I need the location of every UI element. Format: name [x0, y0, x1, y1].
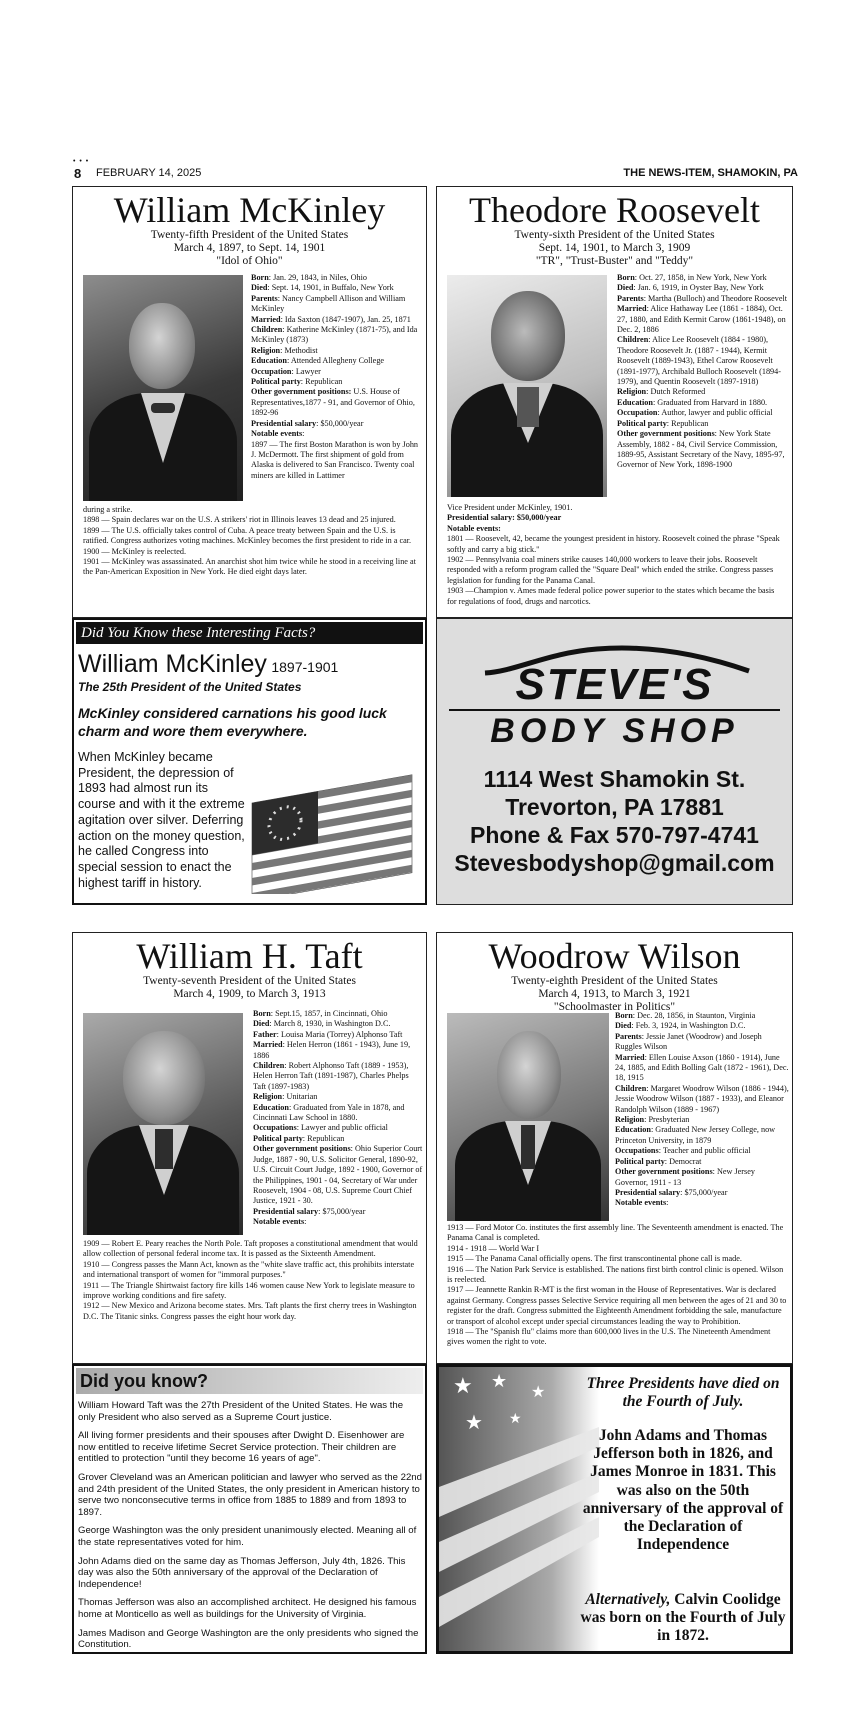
event-line: 1903 —Champion v. Ames made federal police power superior to the states which became the basis for regulations of food, drugs and narcotics. — [447, 586, 775, 606]
fact-row: Occupations: Teacher and public official — [615, 1146, 751, 1156]
fact-row: Born: Sept.15, 1857, in Cincinnati, Ohio — [253, 1009, 388, 1018]
ad-email: Stevesbodyshop@gmail.com — [454, 850, 775, 876]
fact-row: 1897 — The first Boston Marathon is won by John J. McDermott. The first shipment of gold from Alaska is delivered to San Francisco. Twenty coal miners are killed in Lattimer — [251, 439, 419, 480]
fact-row: Presidential salary: $75,000/year — [615, 1187, 728, 1197]
fact-row: Political party: Republican — [253, 1133, 345, 1143]
portrait-head — [123, 1031, 205, 1125]
subtitle-line: Twenty-eighth President of the United States — [511, 975, 718, 987]
event-line: 1910 — Congress passes the Mann Act, known as the "white slave traffic act, this prohibits interstate and international transport of women for "immoral purposes." — [83, 1259, 415, 1280]
portrait-tie — [155, 1129, 173, 1169]
event-line: Notable events: — [447, 523, 501, 533]
mckinley-facts-box — [72, 618, 427, 905]
president-name: Woodrow Wilson — [488, 936, 741, 976]
mckinley-panel — [72, 186, 427, 618]
svg-text:★: ★ — [465, 1410, 483, 1434]
event-line: 1899 — The U.S. officially takes control of Cuba. A peace treaty between Spain and the U.S. is ratified. Congress authorizes voting machines. McKinley becomes the first president to ride in a car. — [83, 525, 412, 546]
ad-logo-bottom: BODY SHOP — [490, 712, 739, 750]
event-line: Presidential salary: $50,000/year — [447, 513, 562, 523]
facts-name: William McKinley — [78, 650, 267, 678]
facts-body: When McKinley became President, the depression of 1893 had almost run its course and with it the extreme agitation over silver. Deferring action on the money question, he called Congress into special session to enact the highest tariff in history. — [78, 750, 245, 890]
fact-row: Died: Sept. 14, 1901, in Buffalo, New York — [251, 283, 394, 293]
subtitle-line: "TR", "Trust-Buster" and "Teddy" — [535, 255, 694, 267]
ad-phone: Phone & Fax 570-797-4741 — [470, 822, 759, 848]
fact-row: Presidential salary: $50,000/year — [251, 418, 364, 428]
fact-row: Occupation: Lawyer — [251, 366, 321, 376]
event-line: 1909 — Robert E. Peary reaches the North Pole. Taft proposes a constitutional amendment that would allow collection of personal federal income tax. It is passed as the Sixteenth Amendment. — [83, 1239, 418, 1259]
svg-text:★: ★ — [491, 1371, 508, 1392]
fact-row: Other government positions: Ohio Superior Court Judge, 1887 - 90, U.S. Solicitor General, 1890-92, U.S. Circuit Court Judge, 1892 - 1900, Governor of the Philippines, 1901 - 04, Secretary of War under Roosevelt, 1904 - 08, U.S. Supreme Court Chief Justice, 1921 - 30. — [253, 1144, 423, 1206]
event-line: 1901 — McKinley was assassinated. An anarchist shot him twice while he stood in a receiving line at the Pan-American Exposition in New York. He died eight days later. — [83, 557, 416, 577]
issue-date: FEBRUARY 14, 2025 — [96, 167, 202, 179]
portrait-head — [129, 303, 195, 389]
fact-row: Born: Dec. 28, 1856, in Staunton, Virginia — [615, 1011, 756, 1020]
fact-row: Presidential salary: $75,000/year — [253, 1206, 366, 1216]
president-subtitle — [73, 229, 426, 268]
portrait-tie — [517, 387, 539, 427]
mckinley-portrait — [83, 275, 243, 501]
list-item: George Washington was the only president unanimously elected. Meaning all of the state representatives voted for him. — [78, 1525, 417, 1548]
fact-row: Occupation: Author, lawyer and public official — [617, 408, 773, 418]
portrait-tie — [151, 403, 175, 413]
subtitle-line: "Idol of Ohio" — [216, 255, 283, 267]
fact-row: Parents: Nancy Campbell Allison and William McKinley — [251, 293, 406, 314]
fact-row: Children: Margaret Woodrow Wilson (1886 - 1944), Jessie Woodrow Wilson (1887 - 1933), and Eleanor Randolph Wilson (1889 - 1967) — [615, 1083, 789, 1114]
fact-row: Children: Robert Alphonso Taft (1889 - 1953), Helen Herron Taft (1891-1987), Charles Phelps Taft (1897-1983) — [253, 1061, 409, 1091]
taft-facts — [253, 1009, 423, 1228]
roosevelt-events — [447, 503, 785, 607]
list-item: James Madison and George Washington are the only presidents who signed the Constitution. — [78, 1627, 419, 1651]
president-subtitle — [437, 229, 792, 268]
event-line: 1914 - 1918 — World War I — [447, 1243, 540, 1253]
ad-address: 1114 West Shamokin St. — [483, 766, 746, 792]
fact-row: Died: Feb. 3, 1924, in Washington D.C. — [615, 1021, 746, 1031]
facts-subtitle: The 25th President of the United States — [78, 680, 302, 694]
subtitle-line: "Schoolmaster in Politics" — [553, 1001, 676, 1013]
fact-row: Education: Graduated New Jersey College, now Princeton University, in 1879 — [615, 1125, 776, 1145]
wilson-events — [447, 1223, 787, 1348]
fact-row: Married: Ida Saxton (1847-1907), Jan. 25, 1871 — [251, 314, 411, 324]
fourth-alt-rest: Calvin Coolidge was born on the Fourth of July in 1872. — [580, 1591, 786, 1644]
list-item: William Howard Taft was the 27th President of the United States. He was the only President who also served as a Supreme Court justice. — [78, 1400, 404, 1423]
ad-city: Trevorton, PA 17881 — [505, 794, 724, 820]
did-you-know-list — [78, 1400, 422, 1654]
fact-row: Other government positions: New Jersey Governor, 1911 - 13 — [615, 1167, 755, 1187]
ad-logo-top: STEVE'S — [515, 660, 714, 709]
fact-row: Father: Louisa Maria (Torrey) Alphonso Taft — [253, 1029, 403, 1039]
taft-panel — [72, 932, 427, 1364]
newspaper-name: THE NEWS-ITEM, SHAMOKIN, PA — [623, 167, 798, 179]
fact-row: Occupations: Lawyer and public official — [253, 1123, 388, 1133]
facts-heading — [78, 650, 338, 679]
header-dots: • • • — [73, 158, 90, 165]
subtitle-line: Sept. 14, 1901, to March 3, 1909 — [538, 242, 691, 254]
president-name: Theodore Roosevelt — [469, 190, 760, 230]
fact-row: Religion: Presbyterian — [615, 1115, 690, 1125]
did-you-know-box — [72, 1364, 427, 1654]
wilson-panel — [436, 932, 793, 1364]
fact-row: Religion: Dutch Reformed — [617, 387, 706, 397]
svg-text:★: ★ — [453, 1374, 473, 1399]
president-name: William H. Taft — [136, 936, 363, 976]
steves-body-shop-ad — [436, 618, 793, 905]
fact-row: Education: Graduated from Yale in 1878, and Cincinnati Law School in 1880. — [253, 1102, 405, 1123]
event-line: 1918 — The "Spanish flu" claims more than 600,000 lives in the U.S. The Nineteenth Amendment gives women the right to vote. — [447, 1327, 771, 1347]
subtitle-line: March 4, 1909, to March 3, 1913 — [173, 988, 326, 1000]
facts-quote: McKinley considered carnations his good luck charm and wore them everywhere. — [78, 705, 387, 739]
event-line: 1898 — Spain declares war on the U.S. A strikers' riot in Illinois leaves 13 dead and 25 injured. — [83, 515, 396, 525]
fourth-alt-word: Alternatively, — [585, 1591, 671, 1608]
fact-row: Parents: Martha (Bulloch) and Theodore Roosevelt — [617, 293, 788, 303]
subtitle-line: Twenty-seventh President of the United States — [143, 975, 356, 987]
fact-row: Married: Alice Hathaway Lee (1861 - 1884), Oct. 27, 1880, and Edith Kermit Carow (1861-1948), on Dec. 2, 1886 — [617, 304, 786, 335]
american-flag-icon — [246, 754, 422, 894]
mckinley-events — [83, 505, 419, 578]
fact-row: Notable events: — [615, 1198, 669, 1208]
list-item: Grover Cleveland was an American politician and lawyer who served as the 22nd and 24th president of the United States, the only president in American history to serve two nonconsecutive terms in office from 1885 to 1889 and from 1893 to 1897. — [78, 1471, 422, 1518]
list-item: All living former presidents and their spouses after Dwight D. Eisenhower are now entitled to receive lifetime Secret Service protection. Their children are entitled to protection "until they become 16 years of age". — [78, 1430, 405, 1465]
subtitle-line: Twenty-sixth President of the United States — [514, 229, 715, 241]
event-line: 1916 — The Nation Park Service is established. The nations first birth control clinic is opened. Wilson is reelected. — [447, 1264, 784, 1285]
fact-row: Notable events: — [251, 429, 305, 439]
subtitle-line: March 4, 1913, to March 3, 1921 — [538, 988, 691, 1000]
subtitle-line: March 4, 1897, to Sept. 14, 1901 — [173, 242, 326, 254]
fact-row: Married: Helen Herron (1861 - 1943), June 19, 1886 — [253, 1040, 411, 1060]
fact-row: Religion: Unitarian — [253, 1092, 318, 1102]
facts-banner: Did You Know these Interesting Facts? — [76, 622, 423, 644]
portrait-head — [491, 291, 565, 381]
event-line: 1902 — Pennsylvania coal miners strike causes 140,000 workers to leave their jobs. Roosevelt responded with a reform program called the "Square Deal" which ended the strike. Congress passes legislation for funding for the Panama Canal. — [447, 555, 774, 585]
fact-row: Children: Katherine McKinley (1871-75), and Ida McKinley (1873) — [251, 325, 418, 345]
fact-row: Born: Jan. 29, 1843, in Niles, Ohio — [251, 273, 367, 282]
president-subtitle — [437, 975, 792, 1014]
event-line: 1900 — McKinley is reelected. — [83, 546, 186, 556]
page-number: 8 — [74, 166, 82, 181]
fact-row: Political party: Democrat — [615, 1156, 702, 1166]
taft-portrait — [83, 1013, 243, 1235]
fact-row: Died: March 8, 1930, in Washington D.C. — [253, 1019, 391, 1029]
fourth-alt — [575, 1591, 791, 1645]
fact-row: Parents: Jessie Janet (Woodrow) and Joseph Ruggles Wilson — [615, 1031, 762, 1052]
did-you-know-title: Did you know? — [76, 1368, 423, 1394]
event-line: 1911 — The Triangle Shirtwaist factory fire kills 146 women cause New York to legislate measure to improve working conditions and fire safety. — [83, 1280, 415, 1301]
event-line: 1913 — Ford Motor Co. institutes the first assembly line. The Seventeenth amendment is enacted. The Panama Canal is completed. — [447, 1223, 784, 1243]
fourth-heading: Three Presidents have died on the Fourth of July. — [586, 1375, 780, 1410]
svg-text:★: ★ — [509, 1411, 522, 1427]
list-item: Thomas Jefferson was also an accomplished architect. He designed his famous home at Monticello as well as buildings for the University of Virginia. — [78, 1597, 417, 1620]
fact-row: Political party: Republican — [251, 377, 343, 387]
fourth-of-july-box — [436, 1364, 793, 1654]
event-line: Vice President under McKinley, 1901. — [447, 503, 573, 512]
event-line: during a strike. — [83, 505, 133, 514]
mckinley-facts — [251, 273, 421, 481]
roosevelt-portrait — [447, 275, 607, 497]
fact-row: Other government positions: U.S. House of Representatives,1877 - 91, and Governor of Ohio, 1892-96 — [251, 387, 415, 418]
taft-events — [83, 1239, 419, 1322]
wilson-facts — [615, 1011, 789, 1209]
fact-row: Education: Attended Allegheny College — [251, 356, 385, 366]
subtitle-line: Twenty-fifth President of the United States — [150, 229, 349, 241]
fact-row: Other government positions: New York State Assembly, 1882 - 84, Civil Service Commission, 1889-95, Assistant Secretary of the Navy, 1895-97, Governor of New York, 1898-1900 — [617, 429, 785, 470]
event-line: 1912 — New Mexico and Arizona become states. Mrs. Taft plants the first cherry trees in Washington D.C. The Titanic sinks. Congress passes the eight hour work day. — [83, 1301, 417, 1321]
portrait-head — [497, 1031, 561, 1119]
fourth-body: John Adams and Thomas Jefferson both in 1826, and James Monroe in 1831. This was also on the 50th anniversary of the approval of the Declaration of Independence — [582, 1427, 784, 1554]
facts-years: 1897-1901 — [271, 659, 339, 675]
roosevelt-panel — [436, 186, 793, 618]
president-name: William McKinley — [113, 190, 386, 230]
fact-row: Political party: Republican — [617, 418, 709, 428]
portrait-tie — [521, 1125, 535, 1169]
roosevelt-facts — [617, 273, 789, 471]
fact-row: Education: Graduated from Harvard in 1880. — [617, 397, 768, 407]
wilson-portrait — [447, 1013, 609, 1221]
event-line: 1915 — The Panama Canal officially opens. The first transcontinental phone call is made. — [447, 1254, 742, 1264]
president-subtitle — [73, 975, 426, 1001]
fact-row: Children: Alice Lee Roosevelt (1884 - 1980), Theodore Roosevelt Jr. (1887 - 1944), Kermit Roosevelt (1889-1943), Ethel Carow Roosevelt (1891-1977), Archibald Bulloch Roosevelt (1894-1979), and Quentin Roosevelt (1897-1918) — [617, 335, 781, 387]
event-line: 1801 — Roosevelt, 42, became the youngest president in history. Roosevelt coined the phrase "Speak softly and carry a big stick." — [447, 534, 780, 554]
event-line: 1917 — Jeannette Rankin R-MT is the first woman in the House of Representatives. War is declared against Germany. Congress passes Selective Service requiring all men between the ages of 21 and 30 to register for the draft. Congress submitted the Eighteenth Amendment forbidding the sale, manufacture or transport of alcohol except under special circumstances leading the way to Prohibition. — [447, 1285, 787, 1326]
fact-row: Religion: Methodist — [251, 345, 318, 355]
fact-row: Died: Jan. 6, 1919, in Oyster Bay, New York — [617, 283, 764, 293]
fact-row: Married: Ellen Louise Axson (1860 - 1914), June 24, 1885, and Edith Bolling Galt (1872 - 1961), Dec. 18, 1915 — [615, 1052, 789, 1083]
fact-row: Notable events: — [253, 1217, 307, 1227]
list-item: John Adams died on the same day as Thomas Jefferson, July 4th, 1826. This day was also the 50th anniversary of the approval of the Declaration of Independence! — [78, 1555, 406, 1590]
page-header — [70, 158, 798, 181]
fact-row: Born: Oct. 27, 1858, in New York, New York — [617, 273, 767, 282]
svg-text:★: ★ — [531, 1382, 546, 1401]
